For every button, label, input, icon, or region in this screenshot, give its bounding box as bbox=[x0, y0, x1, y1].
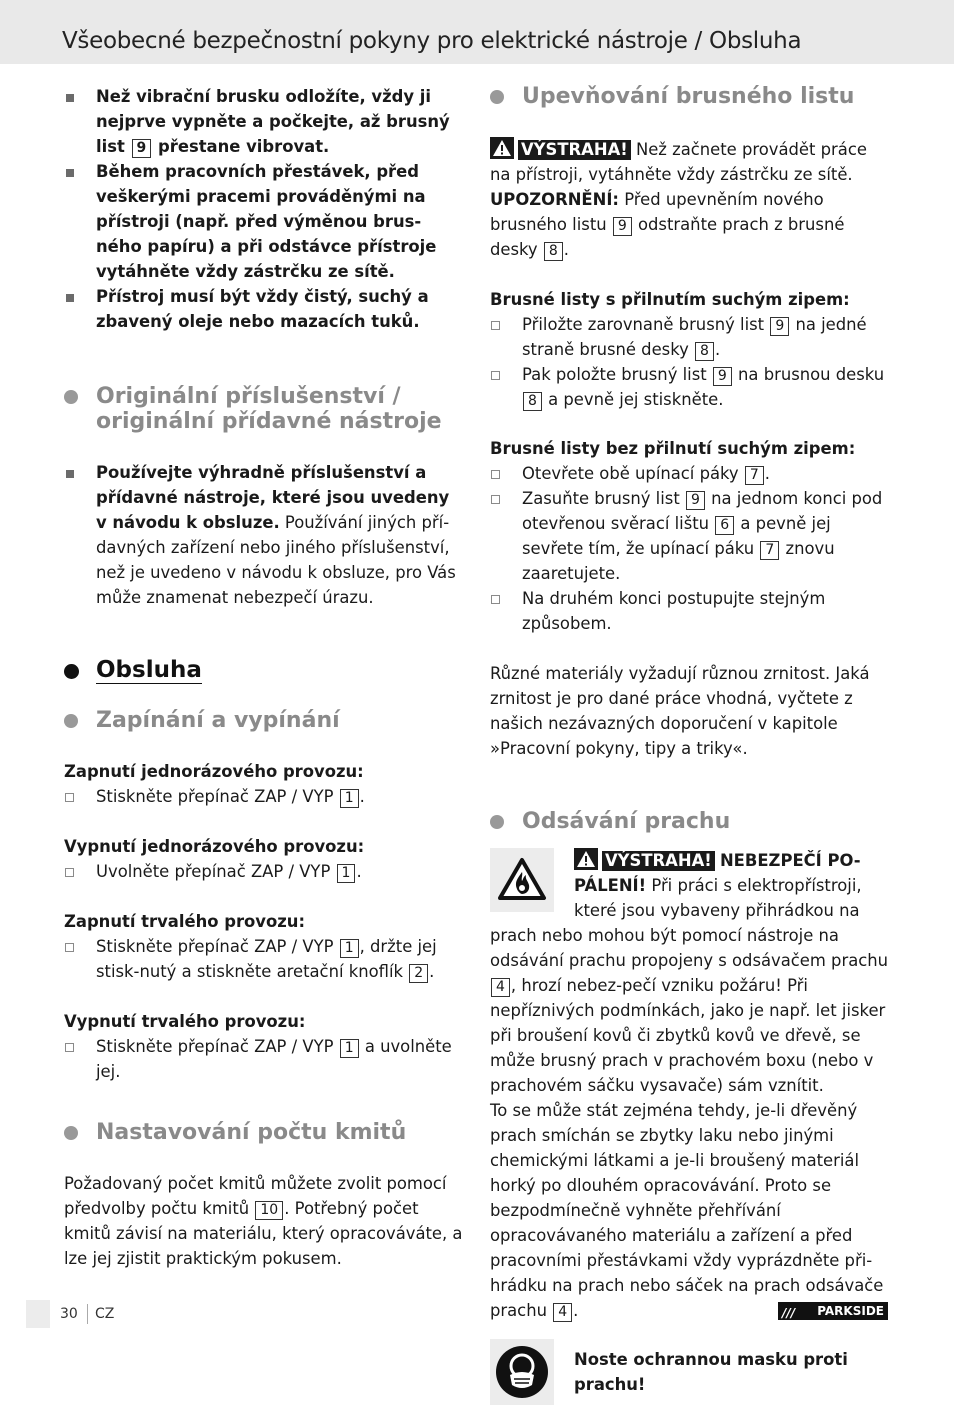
list-item: Stiskněte přepínač ZAP / VYP 1 , držte jej stisk-nutý a stiskněte aretační knoflík 2 . bbox=[64, 934, 464, 984]
section-heading-switching: Zapínání a vypínání bbox=[64, 708, 464, 733]
list-item: Pak položte brusný list 9 na brusnou desku 8 a pevně jej stiskněte. bbox=[490, 362, 890, 412]
part-number: 9 bbox=[713, 367, 732, 386]
bullet-item: Než vibrační brusku odložíte, vždy ji nejprve vypněte a počkejte, až brusný list 9 přestane vibrovat. bbox=[64, 84, 464, 159]
part-number: 1 bbox=[340, 939, 359, 958]
left-column bbox=[64, 84, 464, 1271]
footer-divider bbox=[87, 1304, 88, 1324]
section-heading-accessories: Originální příslušenství / originální přídavné nástroje bbox=[64, 384, 464, 434]
paragraph: Požadovaný počet kmitů můžete zvolit pomocí předvolby počtu kmitů 10 . Potřebný počet kmitů závisí na materiálu, který opracováváte, a lze jej zjistit praktickým pokusem. bbox=[64, 1174, 463, 1268]
section-heading-stroke-rate: Nastavování počtu kmitů bbox=[64, 1120, 464, 1145]
fire-hazard-icon bbox=[490, 848, 554, 912]
list-item: Otevřete obě upínací páky 7 . bbox=[490, 461, 890, 486]
part-number: 2 bbox=[409, 964, 428, 983]
section-heading-obsluha: Obsluha bbox=[64, 657, 464, 684]
warning-paragraph: VÝSTRAHA! NEBEZPEČÍ PO-PÁLENÍ! Při práci s elektropřístroji, které jsou vybaveny přihrádkou na prach nebo mohou být pomocí nástroje na odsávání prachu propojeny s odsávačem prachu 4 , hrozí nebez-pečí vzniku požáru! Při nepříznivých podmínkách, jako je např. let jisker při broušení kovů či zbytků kovů ve dřevě, se může brusný prach v prachovém boxu (nebo v prachovém sáčku vysavače) sám vznítit. bbox=[490, 848, 890, 1098]
list-item: Na druhém konci postupujte stejným způsobem. bbox=[490, 586, 890, 636]
part-number: 8 bbox=[544, 242, 563, 261]
section-heading-dust-extraction: Odsávání prachu bbox=[490, 809, 890, 834]
paragraph: Různé materiály vyžadují různou zrnitost. Jaká zrnitost je pro dané práce vhodná, vyčtete z našich nezávazných doporučení v kapitole »Pracovní pokyny, tipy a triky«. bbox=[490, 664, 870, 758]
language-code: CZ bbox=[95, 1306, 115, 1322]
dust-mask-icon bbox=[490, 1339, 554, 1405]
mask-notice bbox=[490, 1339, 890, 1405]
footer-marker bbox=[26, 1300, 50, 1328]
warning-tag: VÝSTRAHA! bbox=[518, 140, 631, 160]
warning-triangle-icon bbox=[490, 137, 514, 159]
part-number: 7 bbox=[745, 466, 764, 485]
paragraph: To se může stát zejména tehdy, je-li dřevěný prach smíchán se zbytky laku nebo jinými chemickými látkami a je-li broušený materiál horký po dlouhém opracovávání. Proto se bezpodmínečně vyhněte přehřívání opracovávaného materiálu a zařízení a před pracovními přestávkami vždy vyprázdněte při-hrádku na prach nebo sáček na prach odsávače prachu 4 . bbox=[490, 1101, 884, 1320]
fire-warning-block bbox=[490, 848, 890, 1323]
subheading: Zapnutí jednorázového provozu: bbox=[64, 762, 364, 781]
page-title: Všeobecné bezpečnostní pokyny pro elektrické nástroje / Obsluha bbox=[62, 28, 802, 54]
part-number: 7 bbox=[760, 541, 779, 560]
part-number: 6 bbox=[715, 516, 734, 535]
part-number: 1 bbox=[337, 864, 356, 883]
part-number: 9 bbox=[686, 491, 705, 510]
logo-text: PARKSIDE bbox=[817, 1304, 884, 1318]
part-number: 9 bbox=[613, 217, 632, 236]
part-number: 4 bbox=[491, 978, 510, 997]
page-number: 30 bbox=[60, 1306, 78, 1322]
right-column bbox=[490, 84, 890, 1405]
warning-triangle-icon bbox=[574, 848, 598, 870]
list-item: Uvolněte přepínač ZAP / VYP 1 . bbox=[64, 859, 464, 884]
part-number: 1 bbox=[340, 789, 359, 808]
part-number: 4 bbox=[553, 1303, 572, 1322]
list-item: Přiložte zarovnaně brusný list 9 na jedné straně brusné desky 8 . bbox=[490, 312, 890, 362]
list-item: Stiskněte přepínač ZAP / VYP 1 a uvolněte jej. bbox=[64, 1034, 464, 1084]
section-heading-sheet-mounting: Upevňování brusného listu bbox=[490, 84, 890, 109]
part-number: 9 bbox=[770, 317, 789, 336]
part-number: 9 bbox=[132, 139, 152, 158]
warning-tag: VÝSTRAHA! bbox=[602, 851, 715, 871]
subheading: Brusné listy bez přilnutí suchým zipem: bbox=[490, 439, 856, 458]
parkside-logo bbox=[778, 1302, 888, 1320]
warning-paragraph: VÝSTRAHA! Než začnete provádět práce na přístroji, vytáhněte vždy zástrčku ze sítě. UPOZORNĚNÍ: Před upevněním nového brusného listu 9 odstraňte prach z brusné desky 8 . bbox=[490, 137, 890, 262]
part-number: 8 bbox=[695, 342, 714, 361]
part-number: 10 bbox=[255, 1201, 283, 1220]
subheading: Vypnutí jednorázového provozu: bbox=[64, 837, 365, 856]
list-item: Zasuňte brusný list 9 na jednom konci pod otevřenou svěrací lištu 6 a pevně jej sevřete tím, že upínací páku 7 znovu zaaretujete. bbox=[490, 486, 890, 586]
list-item: Stiskněte přepínač ZAP / VYP 1 . bbox=[64, 784, 464, 809]
mask-text: Noste ochrannou masku proti prachu! bbox=[574, 1350, 848, 1394]
bullet-item: Používejte výhradně příslušenství a přídavné nástroje, které jsou uvedeny v návodu k obsluze. Používání jiných pří-davných zařízení nebo jiného příslušenství, než je uvedeno v návodu k obsluze, pro Vás může znamenat nebezpečí úrazu. bbox=[64, 460, 464, 610]
part-number: 8 bbox=[523, 392, 542, 411]
bullet-item: Přístroj musí být vždy čistý, suchý a zbavený oleje nebo mazacích tuků. bbox=[64, 284, 464, 334]
subheading: Brusné listy s přilnutím suchým zipem: bbox=[490, 290, 850, 309]
subheading: Vypnutí trvalého provozu: bbox=[64, 1012, 306, 1031]
bullet-item: Během pracovních přestávek, před veškerými pracemi prováděnými na přístroji (např. před výměnou brus-ného papíru) a při odstávce přístroje vytáhněte vždy zástrčku ze sítě. bbox=[64, 159, 464, 284]
part-number: 1 bbox=[340, 1039, 359, 1058]
logo-stripes: /// bbox=[782, 1306, 796, 1320]
subheading: Zapnutí trvalého provozu: bbox=[64, 912, 305, 931]
